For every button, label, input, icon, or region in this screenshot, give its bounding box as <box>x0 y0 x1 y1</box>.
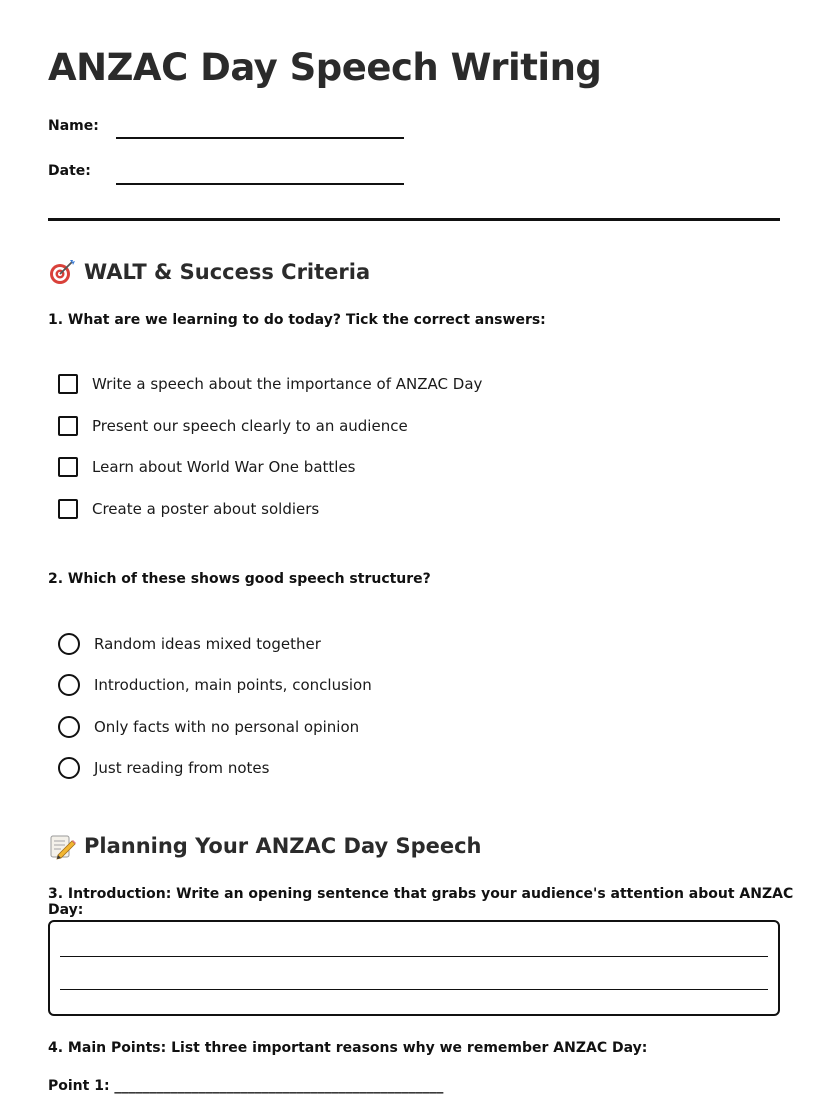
option-label: Just reading from notes <box>94 759 270 777</box>
question-3: 3. Introduction: Write an opening sentence that grabs your audience's attention about ANZAC Day: <box>48 886 794 918</box>
date-label: Date: <box>48 163 91 179</box>
checkbox[interactable] <box>58 374 78 394</box>
name-field[interactable] <box>116 137 404 139</box>
radio-button[interactable] <box>58 674 80 696</box>
answer-line <box>60 956 768 957</box>
checkbox[interactable] <box>58 499 78 519</box>
question-4: 4. Main Points: List three important reasons why we remember ANZAC Day: <box>48 1040 648 1056</box>
date-field[interactable] <box>116 183 404 185</box>
radio-button[interactable] <box>58 716 80 738</box>
option-label: Random ideas mixed together <box>94 635 321 653</box>
radio-button[interactable] <box>58 633 80 655</box>
checkbox-option[interactable] <box>58 499 319 519</box>
header-divider <box>48 218 780 221</box>
option-label: Present our speech clearly to an audience <box>92 417 408 435</box>
checkbox-option[interactable] <box>58 457 356 477</box>
memo-pencil-icon <box>48 832 76 860</box>
checkbox[interactable] <box>58 457 78 477</box>
point-1-field[interactable]: Point 1: _______________________________________________ <box>48 1078 444 1094</box>
section-heading-label: WALT & Success Criteria <box>84 260 371 284</box>
section-heading-walt <box>48 258 370 286</box>
section-heading-label: Planning Your ANZAC Day Speech <box>84 834 482 858</box>
checkbox[interactable] <box>58 416 78 436</box>
section-heading-planning <box>48 832 482 860</box>
page-title: ANZAC Day Speech Writing <box>48 46 602 89</box>
option-label: Learn about World War One battles <box>92 458 356 476</box>
radio-button[interactable] <box>58 757 80 779</box>
radio-option[interactable] <box>58 757 269 779</box>
question-1: 1. What are we learning to do today? Tick the correct answers: <box>48 312 546 328</box>
target-icon <box>48 258 76 286</box>
option-label: Only facts with no personal opinion <box>94 718 360 736</box>
question-2: 2. Which of these shows good speech structure? <box>48 571 431 587</box>
answer-line <box>60 989 768 990</box>
option-label: Write a speech about the importance of ANZAC Day <box>92 375 483 393</box>
checkbox-option[interactable] <box>58 416 408 436</box>
radio-option[interactable] <box>58 633 321 655</box>
radio-option[interactable] <box>58 674 372 696</box>
name-label: Name: <box>48 118 99 134</box>
radio-option[interactable] <box>58 716 359 738</box>
option-label: Introduction, main points, conclusion <box>94 676 372 694</box>
option-label: Create a poster about soldiers <box>92 500 320 518</box>
introduction-answer-box[interactable] <box>48 920 780 1016</box>
checkbox-option[interactable] <box>58 374 482 394</box>
